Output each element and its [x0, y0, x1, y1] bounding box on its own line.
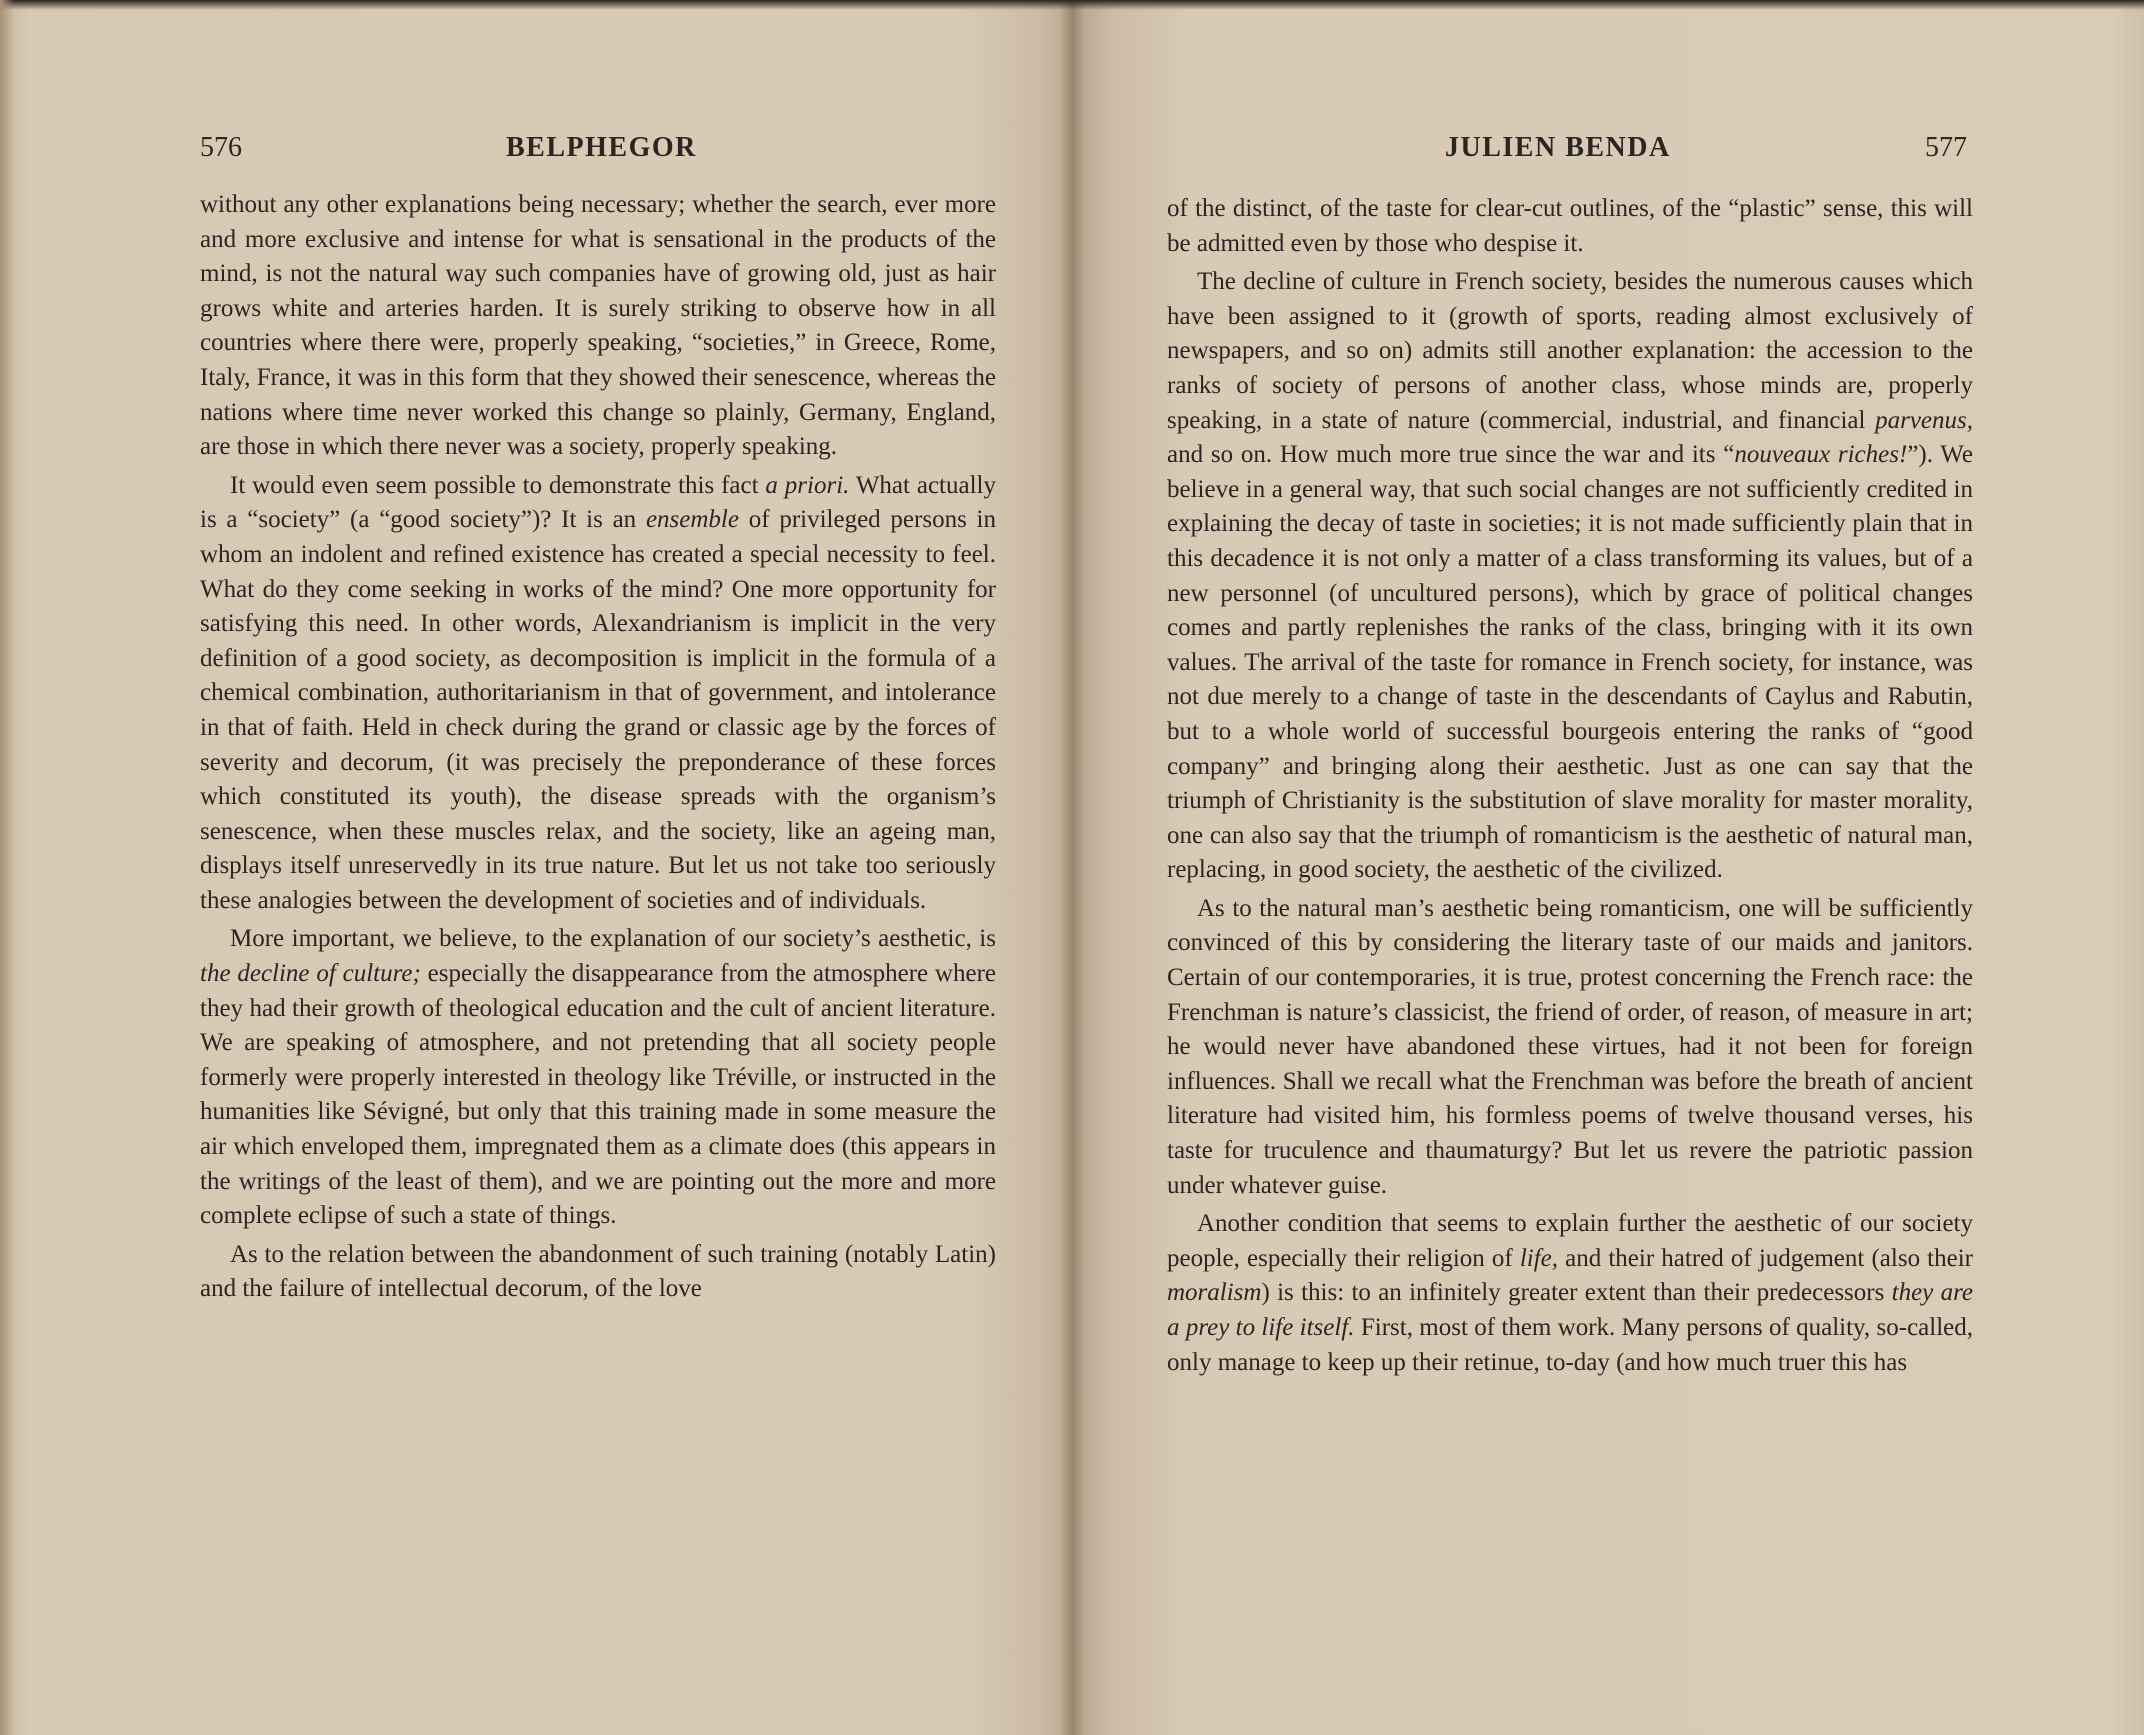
italic-text: they are a prey to life itself. [1167, 1279, 1973, 1341]
italic-text: nouveaux riches! [1734, 441, 1908, 469]
italic-text: a priori. [765, 471, 850, 499]
text-run: especially the disappearance from the atmosphere where they had their growth of theological education and the cult of ancient literature. We are speaking of atmosphere, and not pretending that all society people formerly were properly interested in theology like Tréville, or instructed in the humanities like Sévigné, but only that this training made in some measure the air which enveloped them, impregnated them as a climate does (this appears in the writings of the least of them), and we are pointing out the more and more complete eclipse of such a state of things. [200, 960, 996, 1230]
text-run: of privileged persons in whom an indolent and refined existence has created a special necessity to feel. What do they come seeking in works of the mind? One more opportunity for satisfying this need. In other words, Alexandrianism is implicit in the very definition of a good society, as decomposition is implicit in the formula of a chemical combination, authoritarianism in that of government, and intolerance in that of faith. Held in check during the grand or classic age by the forces of severity and decorum, (it was precisely the preponderance of these forces which constituted its youth), the disease spreads with the organism’s senescence, when these muscles relax, and the society, like an ageing man, displays itself unreservedly in its true nature. But let us not take too seriously these analogies between the development of societies and of individuals. [200, 506, 996, 914]
text-run: What actually is a “society” (a “good society”)? It is an [200, 471, 996, 534]
text-run: and so on. How much more true since the war and its “ [1167, 441, 1735, 469]
paragraph [200, 922, 996, 1233]
left-page-number: 576 [200, 132, 242, 163]
left-running-title: BELPHEGOR [506, 132, 697, 163]
text-run: The decline of culture in French society, besides the numerous causes which have been assigned to it (growth of sports, reading almost exclusively of newspapers, and so on) admits still another explanation: the accession to the ranks of society of persons of another class, whose minds are, properly speaking, in a state of nature (commercial, industrial, and financial [1167, 268, 1973, 434]
text-run: without any other explanations being necessary; whether the search, ever more and more exclusive and intense for what is sensational in the products of the mind, is not the natural way such companies have of growing old, just as hair grows white and arteries harden. It is surely striking to observe how in all countries where there were, properly speaking, “societies,” in Greece, Rome, Italy, France, it was in this form that they showed their senescence, whereas the nations where time never worked this change so plainly, Germany, England, are those in which there never was a society, properly speaking. [200, 191, 996, 461]
text-run: Another condition that seems to explain further the aesthetic of our society people, especially their religion of [1167, 1210, 1973, 1272]
text-run: ”). We believe in a general way, that such social changes are not sufficiently credited in explaining the decay of taste in societies; it is not made sufficiently plain that in this decadence it is not only a matter of a class transforming its values, but of a new personnel (of uncultured persons), which by grace of political changes comes and partly replenishes the ranks of the class, bringing with it its own values. The arrival of the taste for romance in French society, for instance, was not due merely to a change of taste in the descendants of Caylus and Rabutin, but to a whole world of successful bourgeois entering the ranks of “good company” and bringing along their aesthetic. Just as one can say that the triumph of Christianity is the substitution of slave morality for master morality, one can also say that the triumph of romanticism is the aesthetic of natural man, replacing, in good society, the aesthetic of the civilized. [1167, 441, 1973, 884]
paragraph [200, 1238, 996, 1307]
text-run: and their hatred of judgement (also their [1558, 1244, 1973, 1272]
text-run: First, most of them work. Many persons of quality, so-called, only manage to keep up their retinue, to-day (and how much truer this has [1167, 1314, 1973, 1376]
text-run: More important, we believe, to the explanation of our society’s aesthetic, is [230, 925, 996, 953]
right-page [1072, 0, 2144, 1735]
text-run: As to the relation between the abandonment of such training (notably Latin) and the failure of intellectual decorum, of the love [200, 1240, 996, 1303]
paragraph [200, 469, 996, 919]
right-page-number: 577 [1925, 132, 1967, 163]
italic-text: the decline of culture; [200, 960, 421, 988]
italic-text: life, [1519, 1244, 1559, 1272]
book-gutter [1060, 0, 1084, 1735]
paragraph [1167, 1207, 1973, 1380]
paragraph [1167, 265, 1973, 888]
text-run: of the distinct, of the taste for clear-cut outlines, of the “plastic” sense, this will be admitted even by those who despise it. [1167, 195, 1973, 257]
left-page-body [200, 188, 996, 1311]
italic-text: parvenus, [1875, 406, 1973, 434]
text-run: As to the natural man’s aesthetic being romanticism, one will be sufficiently convinced of this by considering the literary taste of our maids and janitors. Certain of our contemporaries, it is true, protest concerning the French race: the Frenchman is nature’s classicist, the friend of order, of reason, of measure in art; he would never have abandoned these virtues, had it not been for foreign influences. Shall we recall what the Frenchman was before the breath of ancient literature had visited him, his formless poems of twelve thousand verses, his taste for truculence and thaumaturgy? But let us revere the patriotic passion under whatever guise. [1167, 894, 1973, 1199]
top-edge-shadow [0, 0, 2144, 10]
italic-text: ensemble [645, 506, 739, 534]
right-page-body [1167, 192, 1973, 1384]
paragraph [1167, 192, 1973, 261]
text-run: It would even seem possible to demonstrate this fact [230, 471, 766, 499]
left-edge-shadow [0, 0, 14, 1735]
paragraph [1167, 892, 1973, 1203]
paragraph [200, 188, 996, 465]
text-run: ) is this: to an infinitely greater extent than their predecessors [1261, 1279, 1892, 1307]
right-running-title: JULIEN BENDA [1445, 132, 1671, 163]
italic-text: moralism [1167, 1279, 1262, 1307]
